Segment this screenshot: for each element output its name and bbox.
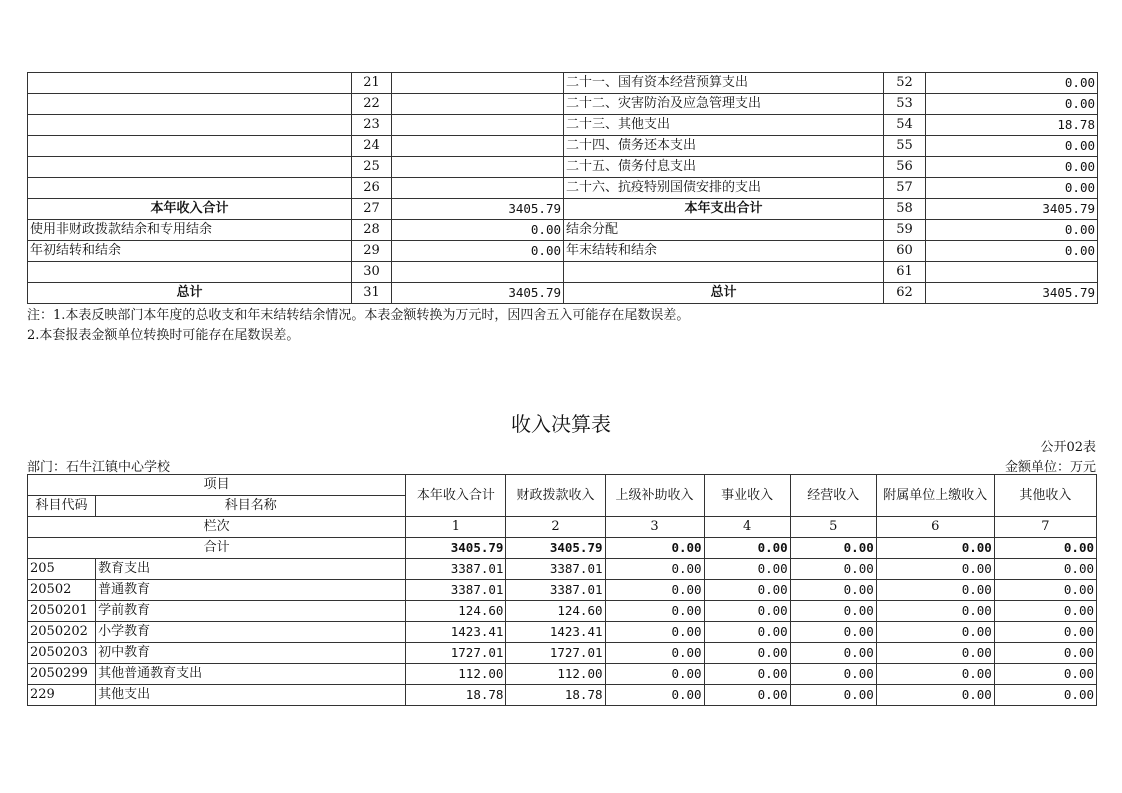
header-col-2: 财政拨款收入 (506, 475, 605, 517)
summary-table-body (28, 73, 1098, 304)
income-amount: 0.00 (994, 685, 1096, 706)
header-col-5: 经营收入 (790, 475, 876, 517)
right-amount: 3405.79 (926, 283, 1098, 304)
right-item-label: 二十一、国有资本经营预算支出 (564, 73, 884, 94)
income-amount: 0.00 (704, 622, 790, 643)
income-amount: 1423.41 (506, 622, 605, 643)
header-col-6: 附属单位上缴收入 (876, 475, 994, 517)
subject-code: 2050201 (28, 601, 96, 622)
left-row-number: 26 (352, 178, 392, 199)
right-row-number: 60 (884, 241, 926, 262)
income-amount: 0.00 (605, 685, 704, 706)
summary-table-row (28, 262, 1098, 283)
right-item-label (564, 262, 884, 283)
income-amount: 112.00 (406, 664, 506, 685)
header-col-1: 本年收入合计 (406, 475, 506, 517)
income-amount: 0.00 (605, 622, 704, 643)
header-name: 科目名称 (96, 496, 406, 517)
subject-code: 2050299 (28, 664, 96, 685)
subject-code: 2050203 (28, 643, 96, 664)
income-amount: 3387.01 (506, 580, 605, 601)
income-amount: 0.00 (790, 580, 876, 601)
right-item-label: 结余分配 (564, 220, 884, 241)
form-number: 公开02表 (1040, 440, 1096, 455)
summary-table-row (28, 283, 1098, 304)
column-number: 1 (406, 517, 506, 538)
right-amount (926, 262, 1098, 283)
right-row-number: 61 (884, 262, 926, 283)
left-amount: 0.00 (392, 241, 564, 262)
left-row-number: 28 (352, 220, 392, 241)
left-row-number: 23 (352, 115, 392, 136)
column-number-row (28, 517, 1097, 538)
right-row-number: 58 (884, 199, 926, 220)
right-item-label: 二十三、其他支出 (564, 115, 884, 136)
income-amount: 124.60 (506, 601, 605, 622)
income-amount: 0.00 (994, 601, 1096, 622)
income-table-row (28, 559, 1097, 580)
note-line-1: 注：1.本表反映部门本年度的总收支和年末结转结余情况。本表金额转换为万元时，因四舍五入可能存在尾数误差。 (27, 308, 690, 323)
subject-name: 学前教育 (96, 601, 406, 622)
left-item-label (28, 94, 352, 115)
left-item-label (28, 73, 352, 94)
total-value: 0.00 (790, 538, 876, 559)
total-value: 0.00 (704, 538, 790, 559)
total-value: 0.00 (605, 538, 704, 559)
income-table-row (28, 580, 1097, 601)
income-amount: 0.00 (994, 664, 1096, 685)
right-row-number: 54 (884, 115, 926, 136)
income-amount: 0.00 (790, 685, 876, 706)
left-amount: 3405.79 (392, 199, 564, 220)
left-amount (392, 73, 564, 94)
column-number: 3 (605, 517, 704, 538)
right-item-label: 年末结转和结余 (564, 241, 884, 262)
subject-code: 205 (28, 559, 96, 580)
subject-code: 229 (28, 685, 96, 706)
left-item-label: 年初结转和结余 (28, 241, 352, 262)
column-number: 6 (876, 517, 994, 538)
income-table-row (28, 643, 1097, 664)
total-label: 合计 (28, 538, 406, 559)
left-row-number: 22 (352, 94, 392, 115)
right-item-label: 总计 (564, 283, 884, 304)
subject-name: 小学教育 (96, 622, 406, 643)
right-amount: 0.00 (926, 73, 1098, 94)
income-amount: 112.00 (506, 664, 605, 685)
total-value: 0.00 (994, 538, 1096, 559)
income-amount: 0.00 (704, 643, 790, 664)
right-amount: 0.00 (926, 136, 1098, 157)
income-amount: 0.00 (876, 643, 994, 664)
income-statement-title: 收入决算表 (511, 412, 611, 436)
right-amount: 0.00 (926, 157, 1098, 178)
left-item-label: 本年收入合计 (28, 199, 352, 220)
income-amount: 0.00 (704, 601, 790, 622)
total-value: 3405.79 (406, 538, 506, 559)
right-amount: 0.00 (926, 241, 1098, 262)
left-amount (392, 136, 564, 157)
income-amount: 18.78 (506, 685, 605, 706)
income-amount: 3387.01 (406, 559, 506, 580)
department-label: 部门：石牛江镇中心学校 (27, 460, 171, 475)
summary-table-row (28, 199, 1098, 220)
summary-table-row (28, 220, 1098, 241)
income-amount: 0.00 (994, 643, 1096, 664)
left-row-number: 21 (352, 73, 392, 94)
income-amount: 0.00 (704, 685, 790, 706)
income-amount: 0.00 (790, 601, 876, 622)
left-amount (392, 115, 564, 136)
right-row-number: 55 (884, 136, 926, 157)
right-row-number: 52 (884, 73, 926, 94)
right-item-label: 二十六、抗疫特别国债安排的支出 (564, 178, 884, 199)
income-amount: 0.00 (790, 643, 876, 664)
right-amount: 0.00 (926, 220, 1098, 241)
subject-name: 初中教育 (96, 643, 406, 664)
summary-table-row (28, 136, 1098, 157)
right-item-label: 二十四、债务还本支出 (564, 136, 884, 157)
income-amount: 0.00 (790, 664, 876, 685)
header-item: 项目 (28, 475, 406, 496)
income-amount: 3387.01 (406, 580, 506, 601)
income-amount: 0.00 (994, 622, 1096, 643)
left-row-number: 24 (352, 136, 392, 157)
income-statement-table (27, 474, 1097, 706)
left-row-number: 25 (352, 157, 392, 178)
income-amount: 1727.01 (506, 643, 605, 664)
income-amount: 0.00 (876, 622, 994, 643)
subject-name: 其他普通教育支出 (96, 664, 406, 685)
right-row-number: 62 (884, 283, 926, 304)
left-item-label (28, 262, 352, 283)
income-table-row (28, 664, 1097, 685)
left-item-label (28, 157, 352, 178)
summary-table-row (28, 94, 1098, 115)
summary-table-row (28, 241, 1098, 262)
left-row-number: 29 (352, 241, 392, 262)
income-amount: 0.00 (876, 601, 994, 622)
right-amount: 18.78 (926, 115, 1098, 136)
income-amount: 0.00 (994, 580, 1096, 601)
left-item-label (28, 178, 352, 199)
subject-name: 其他支出 (96, 685, 406, 706)
unit-label: 金额单位：万元 (1004, 460, 1096, 475)
income-amount: 0.00 (790, 559, 876, 580)
subject-code: 2050202 (28, 622, 96, 643)
income-amount: 0.00 (605, 601, 704, 622)
income-amount: 0.00 (704, 664, 790, 685)
left-row-number: 31 (352, 283, 392, 304)
column-number: 2 (506, 517, 605, 538)
total-value: 0.00 (876, 538, 994, 559)
income-amount: 0.00 (605, 664, 704, 685)
header-col-7: 其他收入 (994, 475, 1096, 517)
subject-code: 20502 (28, 580, 96, 601)
income-amount: 18.78 (406, 685, 506, 706)
total-row (28, 538, 1097, 559)
left-row-number: 30 (352, 262, 392, 283)
header-col-3: 上级补助收入 (605, 475, 704, 517)
header-code: 科目代码 (28, 496, 96, 517)
right-amount: 3405.79 (926, 199, 1098, 220)
left-item-label: 总计 (28, 283, 352, 304)
income-amount: 3387.01 (506, 559, 605, 580)
left-row-number: 27 (352, 199, 392, 220)
income-table-body (28, 559, 1097, 706)
left-amount: 0.00 (392, 220, 564, 241)
right-row-number: 57 (884, 178, 926, 199)
income-amount: 0.00 (790, 622, 876, 643)
income-amount: 0.00 (876, 559, 994, 580)
income-amount: 0.00 (704, 559, 790, 580)
column-number: 5 (790, 517, 876, 538)
income-amount: 1727.01 (406, 643, 506, 664)
left-item-label (28, 115, 352, 136)
income-table-row (28, 601, 1097, 622)
column-number-label: 栏次 (28, 517, 406, 538)
subject-name: 教育支出 (96, 559, 406, 580)
right-item-label: 本年支出合计 (564, 199, 884, 220)
income-amount: 0.00 (605, 643, 704, 664)
total-value: 3405.79 (506, 538, 605, 559)
left-amount (392, 157, 564, 178)
left-item-label (28, 136, 352, 157)
income-amount: 124.60 (406, 601, 506, 622)
income-amount: 0.00 (704, 580, 790, 601)
income-amount: 0.00 (876, 580, 994, 601)
column-number: 4 (704, 517, 790, 538)
income-amount: 1423.41 (406, 622, 506, 643)
column-number: 7 (994, 517, 1096, 538)
income-amount: 0.00 (605, 580, 704, 601)
right-row-number: 56 (884, 157, 926, 178)
right-item-label: 二十五、债务付息支出 (564, 157, 884, 178)
header-col-4: 事业收入 (704, 475, 790, 517)
income-expenditure-summary-table (27, 72, 1098, 304)
income-table-row (28, 685, 1097, 706)
note-line-2: 2.本套报表金额单位转换时可能存在尾数误差。 (27, 328, 300, 343)
left-amount (392, 262, 564, 283)
right-amount: 0.00 (926, 94, 1098, 115)
summary-table-row (28, 115, 1098, 136)
income-amount: 0.00 (994, 559, 1096, 580)
right-amount: 0.00 (926, 178, 1098, 199)
income-amount: 0.00 (876, 685, 994, 706)
left-item-label: 使用非财政拨款结余和专用结余 (28, 220, 352, 241)
left-amount (392, 94, 564, 115)
income-amount: 0.00 (605, 559, 704, 580)
summary-table-row (28, 157, 1098, 178)
header-row-1 (28, 475, 1097, 496)
right-row-number: 59 (884, 220, 926, 241)
summary-table-row (28, 178, 1098, 199)
income-amount: 0.00 (876, 664, 994, 685)
income-table-row (28, 622, 1097, 643)
left-amount: 3405.79 (392, 283, 564, 304)
right-row-number: 53 (884, 94, 926, 115)
summary-table-row (28, 73, 1098, 94)
left-amount (392, 178, 564, 199)
right-item-label: 二十二、灾害防治及应急管理支出 (564, 94, 884, 115)
subject-name: 普通教育 (96, 580, 406, 601)
